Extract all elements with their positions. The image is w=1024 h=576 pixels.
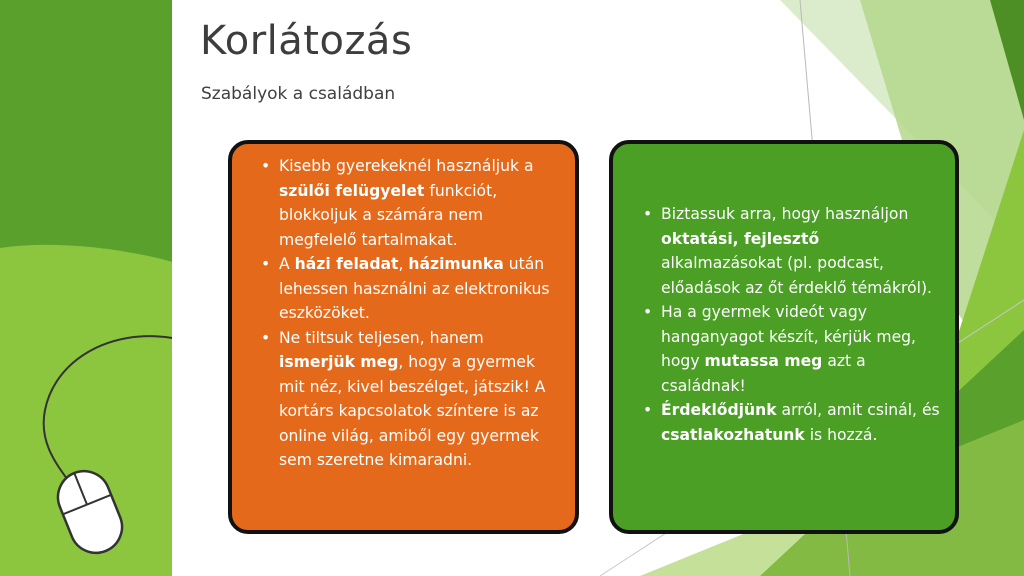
bullet-text: , hogy a gyermek mit néz, kivel beszélget, játszik! A kortárs kapcsolatok színtere is az online világ, amiből egy gyermek sem szeretne kimaradni.: [279, 353, 546, 469]
bullet-bold-text: szülői felügyelet: [279, 181, 425, 200]
bullet-text: alkalmazásokat (pl. podcast, előadások az őt érdeklő témákról).: [661, 254, 932, 297]
left-bullet-list: [259, 154, 559, 473]
bullet-text: azt a családnak!: [661, 352, 866, 395]
bullet-item-show-video: [641, 300, 941, 398]
bullet-text: arról, amit csinál, és: [776, 401, 940, 419]
right-bullet-list: [641, 202, 941, 447]
bullet-bold-text: házimunka: [408, 255, 504, 273]
bullet-item-educational-apps: [641, 202, 941, 300]
bullet-item-homework: [259, 252, 559, 326]
slide-title: Korlátozás: [200, 18, 413, 64]
right-green-text-box: [609, 140, 959, 534]
bullet-text: Kisebb gyerekeknél használjuk a: [279, 157, 534, 175]
bullet-bold-text: oktatási, fejlesztő: [661, 229, 820, 248]
bullet-bold-text: Érdeklődjünk: [661, 401, 777, 419]
bullet-bold-text: ismerjük meg: [279, 353, 399, 371]
bullet-text: funkciót, blokkoljuk a számára nem megfelelő tartalmakat.: [279, 181, 498, 249]
bullet-text: is hozzá.: [804, 425, 878, 444]
bullet-item-parental-control: [259, 154, 559, 252]
bullet-item-dont-forbid: [259, 326, 559, 473]
bullet-bold-text: mutassa meg: [704, 352, 823, 370]
bullet-text: Ha a gyermek videót vagy hanganyagot készít, kérjük meg, hogy: [661, 303, 917, 370]
bullet-text: után lehessen használni az elektronikus eszközöket.: [279, 255, 550, 322]
bullet-bold-text: házi feladat: [294, 255, 399, 273]
bullet-text: Ne tiltsuk teljesen, hanem: [279, 328, 484, 347]
bullet-text: Biztassuk arra, hogy használjon: [661, 205, 909, 223]
slide-subtitle: Szabályok a családban: [201, 84, 396, 104]
left-orange-text-box: [228, 140, 579, 534]
bullet-text: A: [279, 255, 295, 273]
bullet-bold-text: csatlakozhatunk: [661, 425, 805, 444]
bullet-item-be-interested: [641, 398, 941, 447]
bullet-text: ,: [398, 255, 409, 273]
